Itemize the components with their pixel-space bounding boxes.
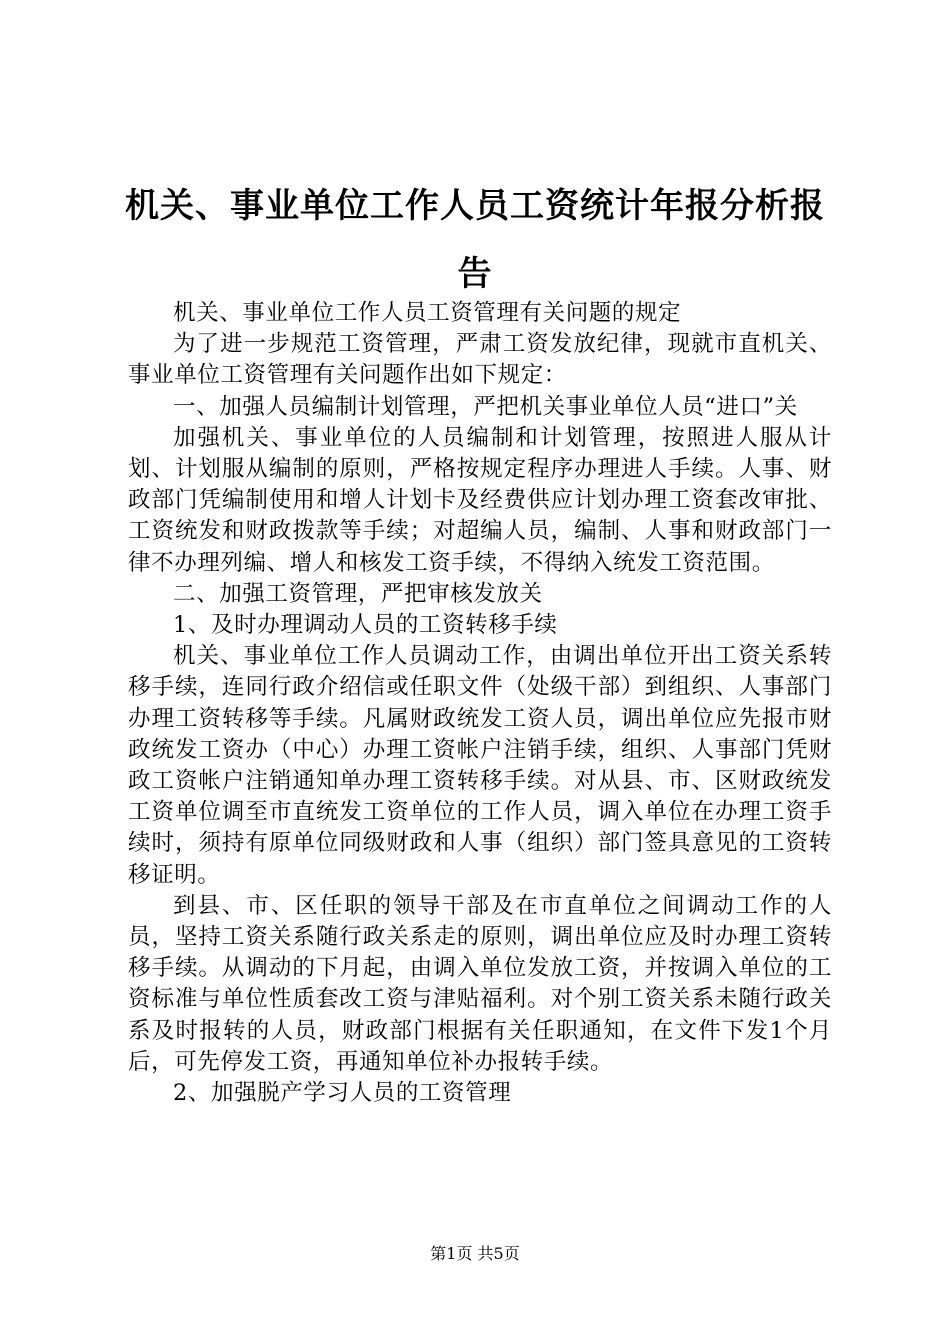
subsection-heading: 2、加强脱产学习人员的工资管理 (173, 1080, 512, 1107)
section-heading: 二、加强工资管理，严把审核发放关 (173, 580, 543, 607)
page-footer: 第1页 共5页 (430, 1244, 520, 1263)
subsection-heading: 1、及时办理调动人员的工资转移手续 (173, 612, 558, 639)
paragraph: 加强机关、事业单位的人员编制和计划管理，按照进人服从计划、计划服从编制的原则，严格按规定程序办理进人手续。人事、财政部门凭编制使用和增人计划卡及经费供应计划办理工资套改审批、工资统发和财政拨款等手续；对超编人员，编制、人事和财政部门一律不办理列编、增人和核发工资手续，不得纳入统发工资范围。 (128, 424, 832, 576)
section-heading: 一、加强人员编制计划管理，严把机关事业单位人员“进口”关 (173, 393, 798, 420)
paragraph-heading: 机关、事业单位工作人员工资管理有关问题的规定 (173, 300, 682, 326)
paragraph: 为了进一步规范工资管理，严肃工资发放纪律，现就市直机关、事业单位工资管理有关问题作出如下规定： (128, 331, 832, 389)
paragraph: 机关、事业单位工作人员调动工作，由调出单位开出工资关系转移手续，连同行政介绍信或任职文件（处级干部）到组织、人事部门办理工资转移等手续。凡属财政统发工资人员，调出单位应先报市财政统发工资办（中心）办理工资帐户注销手续，组织、人事部门凭财政工资帐户注销通知单办理工资转移手续。对从县、市、区财政统发工资单位调至市直统发工资单位的工作人员，调入单位在办理工资手续时，须持有原单位同级财政和人事（组织）部门签具意见的工资转移证明。 (128, 643, 832, 888)
paragraph: 到县、市、区任职的领导干部及在市直单位之间调动工作的人员，坚持工资关系随行政关系走的原则，调出单位应及时办理工资转移手续。从调动的下月起，由调入单位发放工资，并按调入单位的工资标准与单位性质套改工资与津贴福利。对个别工资关系未随行政关系及时报转的人员，财政部门根据有关任职通知，在文件下发1个月后，可先停发工资，再通知单位补办报转手续。 (128, 892, 832, 1075)
document-body (128, 298, 832, 1109)
document-title: 机关、事业单位工作人员工资统计年报分析报告 (125, 186, 825, 294)
